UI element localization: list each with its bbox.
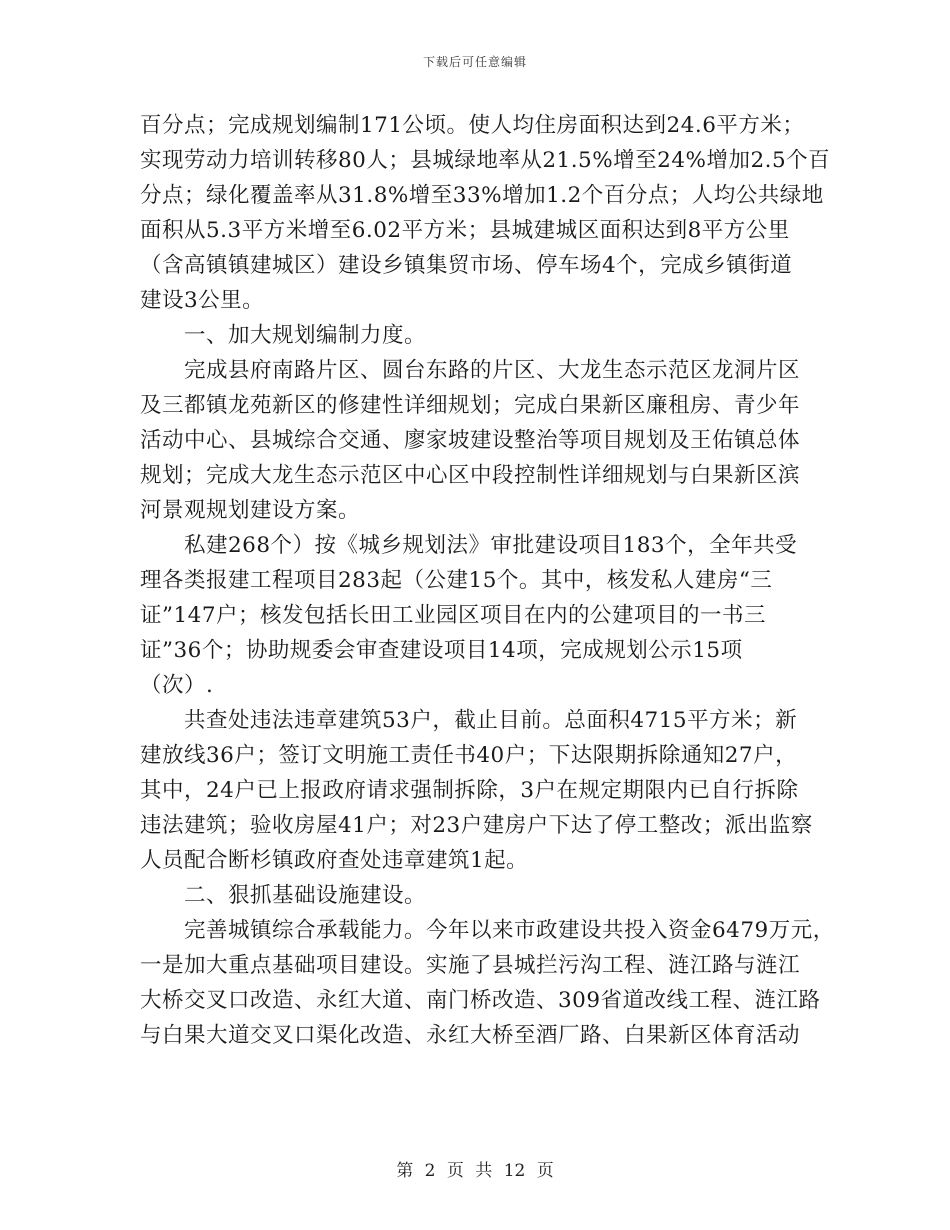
text-line: 河景观规划建设方案。 xyxy=(140,498,361,523)
text-line: 大桥交叉口改造、永红大道、南门桥改造、309省道改线工程、涟江路 xyxy=(140,988,821,1013)
text-line: 理各类报建工程项目283起（公建15个。其中，核发私人建房“三 xyxy=(140,568,773,593)
text-line: 证”147户；核发包括长田工业园区项目在内的公建项目的一书三 xyxy=(140,603,767,628)
text-line: 与白果大道交叉口渠化改造、永红大桥至酒厂路、白果新区体育活动 xyxy=(140,1023,801,1048)
text-line: 百分点；完成规划编制171公顷。使人均住房面积达到24.6平方米； xyxy=(140,113,805,138)
text-line: （含高镇镇建城区）建设乡镇集贸市场、停车场4个，完成乡镇街道 xyxy=(140,253,793,278)
text-line: 一、加大规划编制力度。 xyxy=(184,323,427,348)
text-line: 活动中心、县城综合交通、廖家坡建设整治等项目规划及王佑镇总体 xyxy=(140,428,801,453)
page-footer: 第 2 页 共 12 页 xyxy=(396,1161,554,1181)
text-line: 分点；绿化覆盖率从31.8%增至33%增加1.2个百分点；人均公共绿地 xyxy=(140,183,824,208)
text-line: 二、狠抓基础设施建设。 xyxy=(184,883,427,908)
text-line: 人员配合断杉镇政府查处违章建筑1起。 xyxy=(140,848,529,873)
text-line: 证”36个；协助规委会审查建设项目14项，完成规划公示15项 xyxy=(140,638,743,663)
text-line: 共查处违法违章建筑53户，截止目前。总面积4715平方米；新 xyxy=(184,708,798,733)
text-line: 面积从5.3平方米增至6.02平方米；县城建城区面积达到8平方公里 xyxy=(140,218,790,243)
text-line: 其中，24户已上报政府请求强制拆除，3户在规定期限内已自行拆除 xyxy=(140,778,799,803)
text-line: 一是加大重点基础项目建设。实施了县城拦污沟工程、涟江路与涟江 xyxy=(140,953,801,978)
text-line: 完善城镇综合承载能力。今年以来市政建设共投入资金6479万元， xyxy=(184,918,835,943)
text-line: 完成县府南路片区、圆台东路的片区、大龙生态示范区龙洞片区 xyxy=(184,358,801,383)
text-line: （次）. xyxy=(140,673,214,698)
text-line: 私建268个）按《城乡规划法》审批建设项目183个，全年共受 xyxy=(184,533,798,558)
text-line: 及三都镇龙苑新区的修建性详细规划；完成白果新区廉租房、青少年 xyxy=(140,393,801,418)
text-line: 实现劳动力培训转移80人；县城绿地率从21.5%增至24%增加2.5个百 xyxy=(140,148,831,173)
text-line: 建放线36户；签订文明施工责任书40户；下达限期拆除通知27户， xyxy=(140,743,798,768)
page-header: 下载后可任意编辑 xyxy=(422,55,527,69)
text-line: 建设3公里。 xyxy=(140,288,265,313)
document-body xyxy=(140,108,835,1053)
text-line: 违法建筑；验收房屋41户；对23户建房户下达了停工整改；派出监察 xyxy=(140,813,813,838)
text-line: 规划；完成大龙生态示范区中心区中段控制性详细规划与白果新区滨 xyxy=(140,463,801,488)
